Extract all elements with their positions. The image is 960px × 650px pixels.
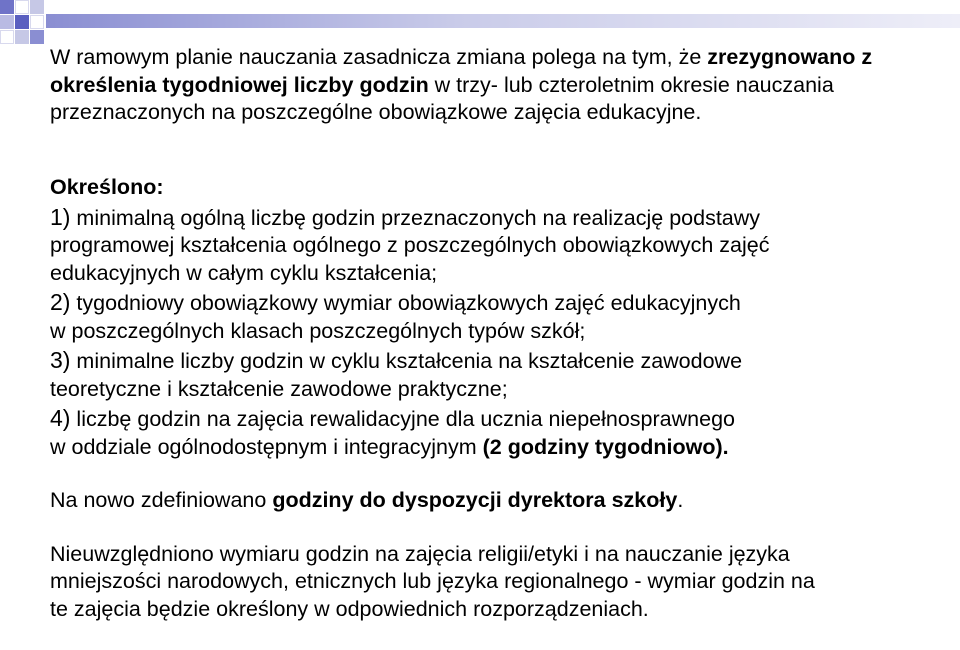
religion-paragraph — [50, 541, 930, 624]
header-gradient-bar — [46, 14, 960, 28]
list-item-text: liczbę godzin na zajęcia rewalidacyjne dla ucznia niepełnosprawnego — [70, 407, 735, 431]
director-text: Na nowo zdefiniowano — [50, 488, 273, 512]
section-heading: Określono: — [50, 175, 164, 199]
decor-square — [15, 0, 29, 14]
list-item-number: 4) — [50, 405, 71, 431]
list-item-text: tygodniowy obowiązkowy wymiar obowiązkowych zajęć edukacyjnych — [70, 291, 741, 315]
list-item-text: w poszczególnych klasach poszczególnych typów szkół; — [50, 318, 586, 343]
religion-text: te zajęcia będzie określony w odpowiednich rozporządzeniach. — [50, 596, 649, 621]
decor-square — [0, 30, 14, 44]
list-item-number: 3) — [50, 347, 71, 373]
list-item-number: 1) — [50, 203, 71, 230]
religion-text: Nieuwzględniono wymiaru godzin na zajęcia religii/etyki i na nauczanie języka — [50, 541, 790, 566]
list-item-text: edukacyjnych w całym cyklu kształcenia; — [50, 260, 438, 285]
director-text-end: . — [677, 488, 684, 512]
decor-square — [15, 30, 29, 44]
list-item-text: teoretyczne i kształcenie zawodowe praktyczne; — [50, 376, 508, 401]
list-item-number: 2) — [50, 289, 71, 315]
decor-square — [30, 0, 44, 14]
intro-paragraph — [50, 44, 930, 160]
list-item-text: programowej kształcenia ogólnego z poszczególnych obowiązkowych zajęć — [50, 233, 770, 257]
list-item-text: minimalne liczby godzin w cyklu kształcenia na kształcenie zawodowe — [70, 349, 743, 373]
list-item — [50, 405, 930, 461]
religion-text: mniejszości narodowych, etnicznych lub języka regionalnego - wymiar godzin na — [50, 569, 815, 593]
director-paragraph — [50, 487, 930, 515]
director-bold-text: godziny do dyspozycji dyrektora szkoły — [272, 488, 678, 512]
list-item — [50, 289, 930, 345]
list-item — [50, 347, 930, 403]
decor-square — [30, 30, 44, 44]
decor-square — [30, 15, 44, 29]
slide-content — [50, 44, 930, 623]
decor-square — [15, 15, 29, 29]
intro-text-end: w trzy- lub czteroletnim okresie nauczania przeznaczonych na poszczególne obowiązkowe zajęcia edukacyjne. — [50, 72, 834, 124]
intro-text: W ramowym planie nauczania zasadnicza zmiana polega na tym, że — [50, 45, 708, 69]
decor-square — [0, 0, 14, 14]
list-item — [50, 204, 930, 288]
decor-square — [0, 15, 14, 29]
list-item-text: w oddziale ogólnodostępnym i integracyjnym — [50, 434, 483, 459]
list-item-text: minimalną ogólną liczbę godzin przeznaczonych na realizację podstawy — [70, 205, 761, 230]
list-item-bold-text: (2 godziny tygodniowo). — [482, 434, 729, 459]
intro-bold-text: zrezygnowano z określenia tygodniowej liczby godzin — [50, 45, 873, 97]
